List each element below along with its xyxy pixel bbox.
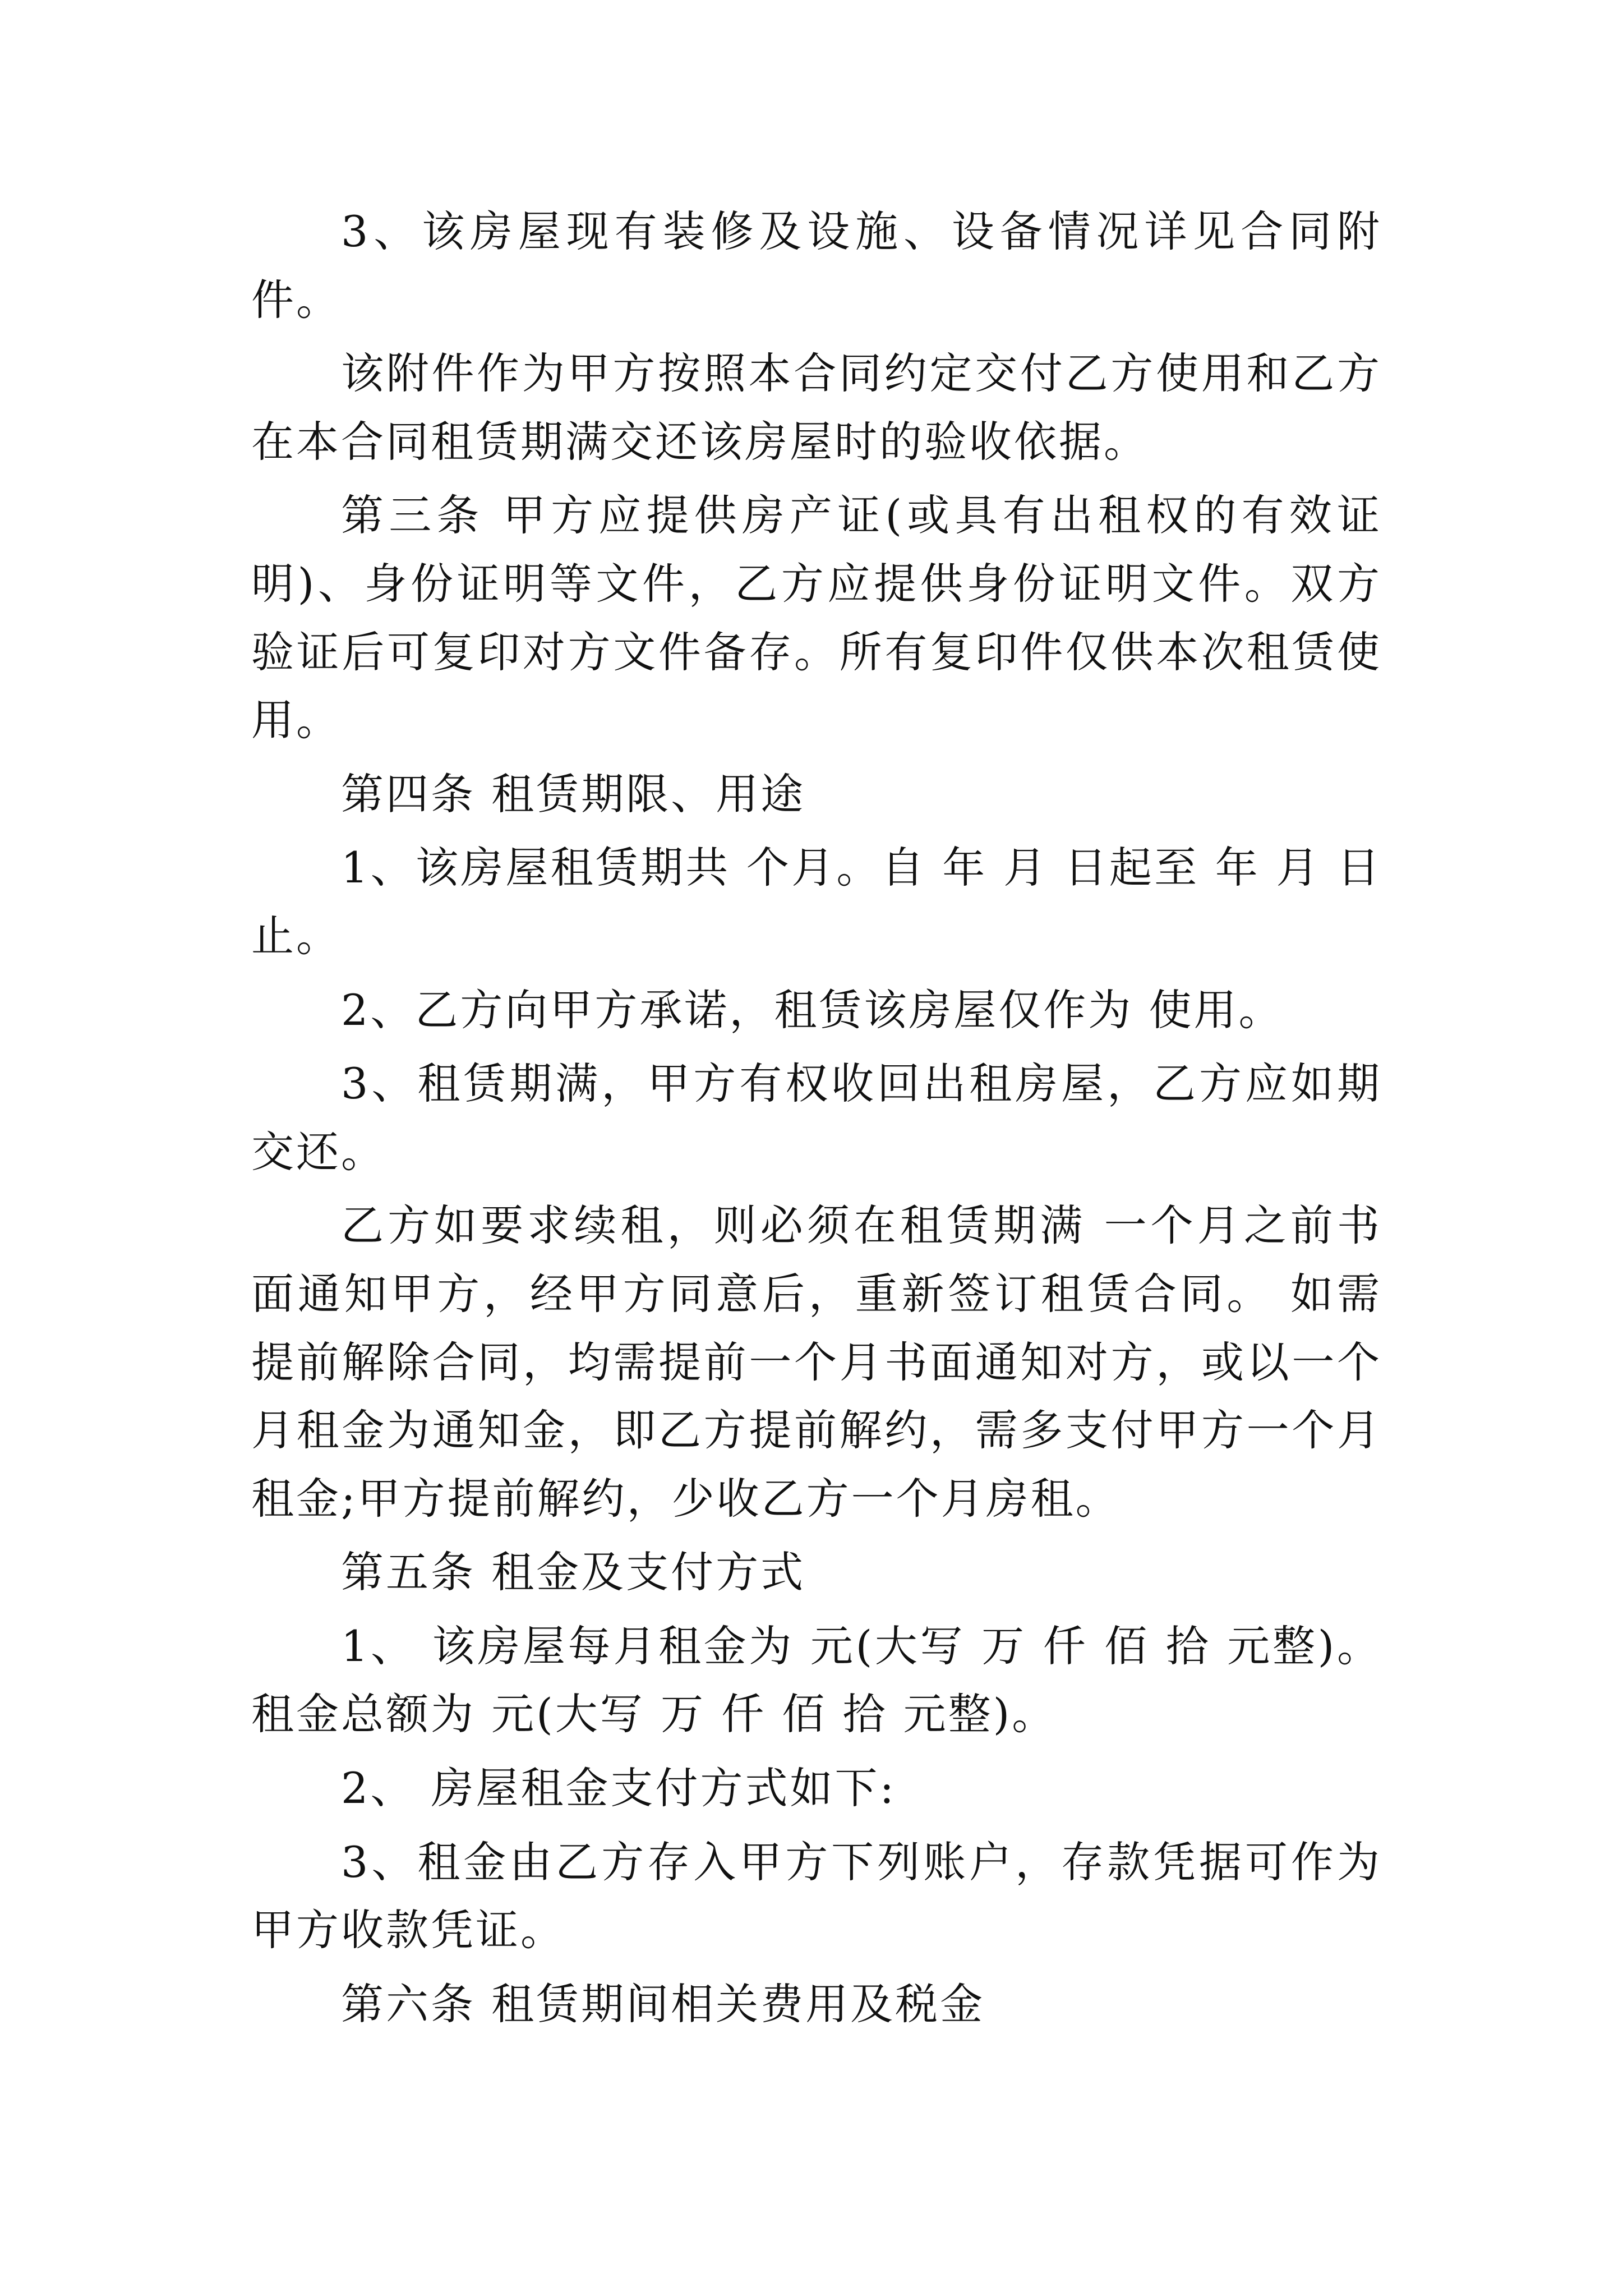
paragraph-9: 第五条 租金及支付方式: [341, 1547, 806, 1598]
paragraph-13: 第六条 租赁期间相关费用及税金: [341, 1978, 985, 2029]
paragraph-4: 第四条 租赁期限、用途: [341, 769, 806, 819]
document-body: [251, 197, 1382, 2044]
paragraph-7: 3、租赁期满，甲方有权收回出租房屋，乙方应如期交还。: [251, 1059, 1382, 1177]
paragraph-11: 2、 房屋租金支付方式如下:: [341, 1763, 897, 1814]
paragraph-2: 该附件作为甲方按照本合同约定交付乙方使用和乙方在本合同租赁期满交还该房屋时的验收依据。: [251, 348, 1382, 467]
paragraph-8: 乙方如要求续租，则必须在租赁期满 一个月之前书面通知甲方，经甲方同意后，重新签订租赁合同。 如需提前解除合同，均需提前一个月书面通知对方，或以一个月租金为通知金，即乙方提前解约，需多支付甲方一个月租金;甲方提前解约，少收乙方一个月房租。: [251, 1200, 1382, 1524]
paragraph-6: 2、乙方向甲方承诺，租赁该房屋仅作为 使用。: [341, 984, 1284, 1035]
paragraph-1: 3、该房屋现有装修及设施、设备情况详见合同附件。: [251, 206, 1382, 325]
paragraph-5: 1、该房屋租赁期共 个月。自 年 月 日起至 年 月 日止。: [251, 843, 1382, 961]
paragraph-12: 3、租金由乙方存入甲方下列账户，存款凭据可作为甲方收款凭证。: [251, 1837, 1382, 1955]
paragraph-10: 1、 该房屋每月租金为 元(大写 万 仟 佰 拾 元整)。租金总额为 元(大写 万 仟 佰 拾 元整)。: [251, 1621, 1382, 1740]
paragraph-3: 第三条 甲方应提供房产证(或具有出租权的有效证明)、身份证明等文件，乙方应提供身份证明文件。双方验证后可复印对方文件备存。所有复印件仅供本次租赁使用。: [251, 490, 1382, 746]
